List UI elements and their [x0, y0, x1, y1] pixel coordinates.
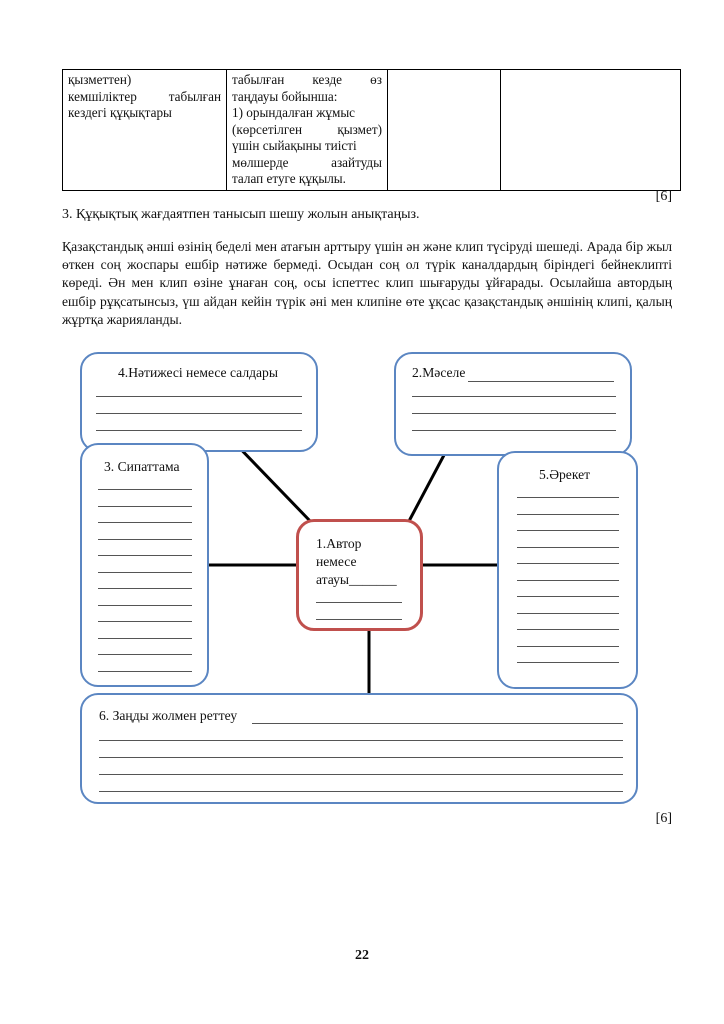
cell-word: табылған — [232, 72, 285, 87]
answer-line — [316, 619, 402, 620]
cell-word: қызмет) — [337, 121, 382, 137]
cell-word: (көрсетілген — [232, 121, 303, 137]
answer-line — [98, 654, 192, 655]
cell-line: талап етуге құқылы. — [232, 171, 346, 186]
answer-line — [517, 563, 619, 564]
answer-line — [412, 430, 616, 431]
box-author[interactable] — [296, 519, 423, 631]
answer-line — [412, 396, 616, 397]
box-description-label: 3. Сипаттама — [104, 459, 180, 474]
answer-line — [517, 629, 619, 630]
answer-line — [99, 774, 623, 775]
box-result-label: 4.Нәтижесі немесе салдары — [118, 365, 278, 380]
cell-word: мөлшерде — [232, 154, 289, 170]
answer-line — [517, 596, 619, 597]
cell-line: таңдауы бойынша: — [232, 88, 338, 104]
box-author-label-2: немесе — [316, 554, 357, 569]
answer-line — [98, 555, 192, 556]
box-problem-label: 2.Мәселе — [412, 365, 466, 380]
cell-word: табылған — [168, 88, 221, 104]
situation-paragraph: Қазақстандық әнші өзінің беделі мен атағын арттыру үшін ән және клип түсіруді шешеді. Арада бір жыл өткен соң жоспары ешбір нәтиже бермеді. Осыдан соң ол түрік каналдардың біріндегі бейнеклипті көреді. Ән мен клип өзіне ұнаған соң, осы іспеттес клип шығаруды ұйғарады. Осылайша автордың ешбір рұқсатынсыз, үш айдан кейін түрік әні мен клипіне өте ұқсас қазақстандық әншінің клипі, қалың жұртқа жарияланды. — [62, 239, 672, 327]
answer-line — [316, 602, 402, 603]
box-action-label: 5.Әрекет — [539, 467, 591, 482]
answer-line — [98, 621, 192, 622]
cell-word: 1) орындалған жұмыс — [232, 105, 356, 120]
answer-line — [99, 757, 623, 758]
answer-line — [99, 740, 623, 741]
box-result[interactable] — [80, 352, 318, 452]
question-title: 3. Құқықтық жағдаятпен танысып шешу жолын анықтаңыз. — [62, 207, 420, 222]
answer-line — [98, 588, 192, 589]
cell-word: кемшіліктер — [68, 88, 137, 104]
answer-line — [252, 723, 623, 724]
box-author-label-3: атауы_______ — [316, 572, 397, 587]
answer-line — [517, 514, 619, 515]
cell-line: үшін сыйақыны тиісті — [232, 138, 357, 153]
answer-line — [468, 381, 614, 382]
answer-line — [517, 613, 619, 614]
answer-line — [517, 530, 619, 531]
box-legal-label: 6. Заңды жолмен реттеу — [99, 708, 238, 723]
answer-line — [96, 413, 302, 414]
answer-line — [517, 547, 619, 548]
answer-line — [517, 580, 619, 581]
page-number: 22 — [355, 948, 369, 963]
answer-line — [98, 638, 192, 639]
box-problem[interactable] — [394, 352, 632, 456]
answer-line — [98, 489, 192, 490]
answer-line — [98, 522, 192, 523]
answer-line — [98, 671, 192, 672]
answer-line — [98, 605, 192, 606]
answer-line — [98, 506, 192, 507]
answer-line — [96, 430, 302, 431]
box-author-label-1: 1.Автор — [316, 536, 362, 551]
answer-line — [517, 662, 619, 663]
answer-line — [98, 539, 192, 540]
box-action[interactable] — [497, 451, 638, 689]
score-label: [6] — [655, 189, 672, 204]
answer-line — [98, 572, 192, 573]
cell-word: өз — [370, 72, 382, 87]
answer-line — [517, 646, 619, 647]
answer-line — [412, 413, 616, 414]
box-legal-regulation[interactable] — [80, 693, 638, 804]
cell-line: кездегі құқықтары — [68, 105, 172, 120]
cell-word: азайтуды — [331, 154, 382, 170]
answer-line — [99, 791, 623, 792]
box-description[interactable] — [80, 443, 209, 687]
answer-line — [96, 396, 302, 397]
cell-word: кезде — [312, 72, 343, 87]
score-label: [6] — [655, 811, 672, 826]
cell-line: қызметтен) — [68, 72, 132, 87]
answer-line — [517, 497, 619, 498]
